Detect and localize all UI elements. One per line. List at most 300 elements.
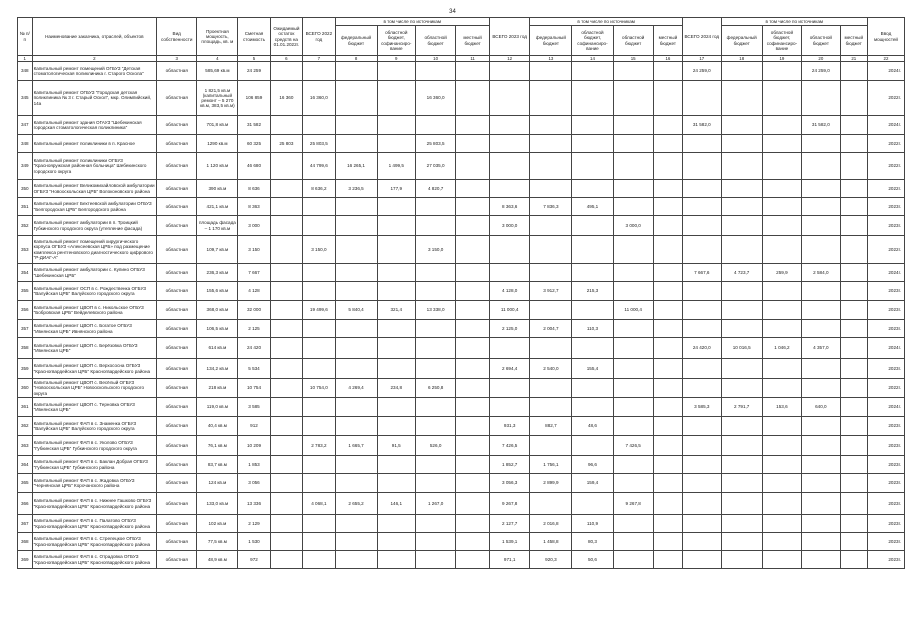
federal-2024-cell: 2 791,7 — [721, 398, 762, 417]
table-row — [18, 551, 905, 569]
remainder-cell — [270, 515, 303, 533]
table-row — [18, 153, 905, 180]
object-name-cell: Капитальный ремонт ОГБУЗ "Городская детская поликлиника № 3 г. Старый Оскол", мкр. Олимпийский, 14а — [32, 81, 156, 116]
federal-2024-cell — [721, 551, 762, 569]
ownership-cell: областная — [157, 116, 197, 135]
total-2023-cell — [489, 379, 529, 398]
object-name-cell: Капитальный ремонт ЦВОП с. Богатое ОГБУЗ "Ивнянская ЦРБ" Ивнянского района — [32, 320, 156, 338]
regional-2022-cell — [415, 116, 455, 135]
total-2022-cell — [303, 515, 335, 533]
federal-2023-cell: 2 899,9 — [530, 474, 572, 493]
estimated-cost-cell: 24 420 — [238, 338, 270, 359]
regional-2023-cell — [613, 359, 653, 379]
estimated-cost-cell: 2 125 — [238, 320, 270, 338]
total-2024-cell — [682, 493, 721, 515]
row-number-cell: 358 — [18, 338, 33, 359]
federal-2023-cell — [530, 301, 572, 320]
total-2023-cell — [489, 236, 529, 264]
regional-2024-cell — [802, 515, 841, 533]
federal-2022-cell — [335, 320, 377, 338]
local-2023-cell — [653, 180, 682, 198]
estimated-cost-cell: 2 129 — [238, 515, 270, 533]
total-2022-cell — [303, 216, 335, 236]
federal-2024-cell — [721, 153, 762, 180]
object-name-cell: Капитальный ремонт Бехтеевской амбулатории ОГБУЗ "Белгородская ЦРБ" Белгородского района — [32, 198, 156, 216]
ownership-cell: областная — [157, 135, 197, 153]
cofinancing-2022-cell — [377, 474, 415, 493]
local-2023-cell — [653, 456, 682, 474]
total-2022-cell: 10 754,0 — [303, 379, 335, 398]
commissioning-year-cell: 2023г. — [867, 417, 904, 436]
header-regional-2023: областной бюджет — [613, 26, 653, 56]
regional-2023-cell: 11 000,4 — [613, 301, 653, 320]
regional-2024-cell: 24 259,0 — [802, 62, 841, 81]
row-number-cell: 369 — [18, 551, 33, 569]
local-2023-cell — [653, 551, 682, 569]
federal-2022-cell: 16 265,1 — [335, 153, 377, 180]
cofinancing-2022-cell: 91,5 — [377, 436, 415, 456]
cofinancing-2024-cell — [762, 320, 801, 338]
local-2024-cell — [840, 533, 867, 551]
capacity-cell: 155,6 кв.м — [197, 282, 238, 301]
local-2024-cell — [840, 551, 867, 569]
federal-2024-cell — [721, 456, 762, 474]
ownership-cell: областная — [157, 216, 197, 236]
local-2024-cell — [840, 436, 867, 456]
local-2024-cell — [840, 379, 867, 398]
regional-2022-cell: 25 803,5 — [415, 135, 455, 153]
federal-2022-cell — [335, 236, 377, 264]
ownership-cell: областная — [157, 264, 197, 282]
object-name-cell: Капитальный ремонт ЦВОП с. Берёзовка ОГБУЗ "Ивнянская ЦРБ" — [32, 338, 156, 359]
regional-2023-cell — [613, 456, 653, 474]
capacity-cell: 390 кв.м — [197, 180, 238, 198]
total-2024-cell: 3 585,3 — [682, 398, 721, 417]
regional-2022-cell — [415, 338, 455, 359]
total-2022-cell: 19 499,6 — [303, 301, 335, 320]
regional-2022-cell — [415, 320, 455, 338]
cofinancing-2024-cell: 1 046,2 — [762, 338, 801, 359]
remainder-cell: 16 360 — [270, 81, 303, 116]
regional-2024-cell — [802, 135, 841, 153]
local-2022-cell — [456, 236, 490, 264]
total-2024-cell — [682, 456, 721, 474]
ownership-cell: областная — [157, 338, 197, 359]
commissioning-year-cell: 2022г. — [867, 81, 904, 116]
commissioning-year-cell: 2022г. — [867, 379, 904, 398]
federal-2024-cell — [721, 301, 762, 320]
commissioning-year-cell: 2023г. — [867, 198, 904, 216]
header-federal-2022: федеральный бюджет — [335, 26, 377, 56]
local-2024-cell — [840, 474, 867, 493]
total-2023-cell — [489, 116, 529, 135]
cofinancing-2024-cell — [762, 135, 801, 153]
object-name-cell: Капитальный ремонт поликлиники ОГБУЗ "Краснояружская районная больница" Шебекинского городского округа — [32, 153, 156, 180]
cofinancing-2024-cell — [762, 436, 801, 456]
page-number: 34 — [449, 9, 456, 15]
cofinancing-2022-cell: 177,9 — [377, 180, 415, 198]
cofinancing-2023-cell: 96,6 — [572, 456, 613, 474]
federal-2024-cell — [721, 236, 762, 264]
capacity-cell: 119,0 кв.м — [197, 398, 238, 417]
federal-2022-cell: 4 269,4 — [335, 379, 377, 398]
local-2023-cell — [653, 359, 682, 379]
local-2024-cell — [840, 264, 867, 282]
regional-2022-cell — [415, 216, 455, 236]
regional-2024-cell — [802, 180, 841, 198]
capacity-cell: 218 кв.м — [197, 379, 238, 398]
federal-2022-cell: 1 665,7 — [335, 436, 377, 456]
total-2022-cell: 2 783,2 — [303, 436, 335, 456]
total-2024-cell — [682, 135, 721, 153]
capacity-cell: 48,9 кв.м — [197, 551, 238, 569]
federal-2022-cell — [335, 456, 377, 474]
total-2023-cell: 1 539,1 — [489, 533, 529, 551]
column-number: 19 — [762, 56, 801, 62]
object-name-cell: Капитальный ремонт ФАП в с. Баклан Добрая ОГБУЗ "Губкинская ЦРБ" Губкинского района — [32, 456, 156, 474]
cofinancing-2024-cell — [762, 533, 801, 551]
local-2023-cell — [653, 264, 682, 282]
total-2022-cell: 3 150,0 — [303, 236, 335, 264]
federal-2024-cell — [721, 436, 762, 456]
local-2024-cell — [840, 515, 867, 533]
commissioning-year-cell: 2022г. — [867, 236, 904, 264]
ownership-cell: областная — [157, 493, 197, 515]
table-row — [18, 474, 905, 493]
cofinancing-2024-cell — [762, 216, 801, 236]
ownership-cell: областная — [157, 81, 197, 116]
regional-2024-cell — [802, 81, 841, 116]
estimated-cost-cell: 7 667 — [238, 264, 270, 282]
column-number: 17 — [682, 56, 721, 62]
capacity-cell: 585,69 кв.м — [197, 62, 238, 81]
federal-2023-cell — [530, 236, 572, 264]
column-number: 1 — [18, 56, 33, 62]
federal-2022-cell — [335, 338, 377, 359]
table-row — [18, 180, 905, 198]
total-2022-cell — [303, 264, 335, 282]
cofinancing-2023-cell — [572, 180, 613, 198]
cofinancing-2023-cell — [572, 493, 613, 515]
local-2024-cell — [840, 116, 867, 135]
total-2023-cell: 971,1 — [489, 551, 529, 569]
cofinancing-2023-cell: 50,6 — [572, 551, 613, 569]
row-number-cell: 349 — [18, 153, 33, 180]
column-number: 11 — [456, 56, 490, 62]
remainder-cell — [270, 180, 303, 198]
cofinancing-2024-cell — [762, 456, 801, 474]
capacity-cell: 134,2 кв.м — [197, 359, 238, 379]
commissioning-year-cell: 2023г. — [867, 359, 904, 379]
commissioning-year-cell: 2023г. — [867, 216, 904, 236]
header-cofin-2022: областной бюджет, софинансиро-вание — [377, 26, 415, 56]
regional-2022-cell — [415, 417, 455, 436]
object-name-cell: Капитальный ремонт ФАП в с. Стрелецкое ОГБУЗ "Красногвардейская ЦРБ" Красногвардейского района — [32, 533, 156, 551]
federal-2024-cell — [721, 62, 762, 81]
cofinancing-2024-cell: 259,9 — [762, 264, 801, 282]
column-number: 14 — [572, 56, 613, 62]
object-name-cell: Капитальный ремонт ФАП в с. Уколово ОГБУЗ "Губкинская ЦРБ" Губкинского городского округа — [32, 436, 156, 456]
local-2024-cell — [840, 62, 867, 81]
local-2023-cell — [653, 320, 682, 338]
total-2023-cell: 2 694,4 — [489, 359, 529, 379]
total-2022-cell — [303, 456, 335, 474]
commissioning-year-cell: 2023г. — [867, 474, 904, 493]
header-number: № п/п — [18, 18, 33, 56]
cofinancing-2022-cell — [377, 116, 415, 135]
table-row — [18, 398, 905, 417]
local-2023-cell — [653, 436, 682, 456]
regional-2023-cell — [613, 551, 653, 569]
row-number-cell: 345 — [18, 81, 33, 116]
local-2022-cell — [456, 551, 490, 569]
cofinancing-2024-cell — [762, 301, 801, 320]
total-2024-cell — [682, 198, 721, 216]
row-number-cell: 355 — [18, 282, 33, 301]
total-2024-cell — [682, 474, 721, 493]
cofinancing-2022-cell — [377, 198, 415, 216]
ownership-cell: областная — [157, 551, 197, 569]
cofinancing-2024-cell — [762, 236, 801, 264]
remainder-cell — [270, 456, 303, 474]
federal-2023-cell: 2 016,8 — [530, 515, 572, 533]
column-number: 6 — [270, 56, 303, 62]
ownership-cell: областная — [157, 320, 197, 338]
regional-2024-cell — [802, 301, 841, 320]
local-2024-cell — [840, 216, 867, 236]
federal-2022-cell — [335, 551, 377, 569]
commissioning-year-cell: 2023г. — [867, 493, 904, 515]
estimated-cost-cell: 3 056 — [238, 474, 270, 493]
table-row — [18, 264, 905, 282]
table-row — [18, 493, 905, 515]
remainder-cell — [270, 436, 303, 456]
regional-2022-cell — [415, 456, 455, 474]
row-number-cell: 347 — [18, 116, 33, 135]
commissioning-year-cell: 2023г. — [867, 533, 904, 551]
column-number: 9 — [377, 56, 415, 62]
capacity-cell: 40,4 кв.м — [197, 417, 238, 436]
federal-2023-cell — [530, 338, 572, 359]
total-2022-cell — [303, 474, 335, 493]
investment-table — [17, 17, 905, 569]
estimated-cost-cell: 3 000 — [238, 216, 270, 236]
regional-2024-cell — [802, 379, 841, 398]
cofinancing-2023-cell: 155,4 — [572, 359, 613, 379]
row-number-cell: 350 — [18, 180, 33, 198]
cofinancing-2022-cell — [377, 533, 415, 551]
regional-2024-cell: 4 357,0 — [802, 338, 841, 359]
total-2023-cell — [489, 135, 529, 153]
local-2023-cell — [653, 417, 682, 436]
cofinancing-2022-cell — [377, 398, 415, 417]
local-2023-cell — [653, 153, 682, 180]
federal-2022-cell — [335, 264, 377, 282]
object-name-cell: Капитальный ремонт ЦВОП с. Верхососна ОГБУЗ "Красногвардейская ЦРБ" Красногвардейского района — [32, 359, 156, 379]
regional-2023-cell — [613, 62, 653, 81]
local-2024-cell — [840, 180, 867, 198]
remainder-cell — [270, 359, 303, 379]
total-2023-cell: 2 125,0 — [489, 320, 529, 338]
cofinancing-2024-cell — [762, 62, 801, 81]
estimated-cost-cell: 10 209 — [238, 436, 270, 456]
commissioning-year-cell: 2022г. — [867, 135, 904, 153]
local-2024-cell — [840, 198, 867, 216]
row-number-cell: 351 — [18, 198, 33, 216]
header-total-2023: ВСЕГО 2023 год — [489, 18, 529, 56]
table-row — [18, 62, 905, 81]
remainder-cell — [270, 493, 303, 515]
local-2024-cell — [840, 282, 867, 301]
cofinancing-2023-cell — [572, 153, 613, 180]
table-row — [18, 379, 905, 398]
local-2022-cell — [456, 301, 490, 320]
regional-2024-cell — [802, 436, 841, 456]
commissioning-year-cell: 2024г. — [867, 398, 904, 417]
commissioning-year-cell: 2023г. — [867, 282, 904, 301]
column-number: 3 — [157, 56, 197, 62]
federal-2022-cell — [335, 474, 377, 493]
cofinancing-2022-cell — [377, 515, 415, 533]
cofinancing-2022-cell — [377, 359, 415, 379]
federal-2024-cell — [721, 379, 762, 398]
header-cofin-2023: областной бюджет, софинансиро-вание — [572, 26, 613, 56]
federal-2022-cell — [335, 135, 377, 153]
header-commissioning: Ввод мощностей — [867, 18, 904, 56]
capacity-cell: 133,0 кв.м — [197, 493, 238, 515]
federal-2024-cell — [721, 533, 762, 551]
cofinancing-2024-cell — [762, 116, 801, 135]
remainder-cell — [270, 282, 303, 301]
column-number: 15 — [613, 56, 653, 62]
federal-2023-cell — [530, 153, 572, 180]
regional-2024-cell — [802, 533, 841, 551]
column-number: 22 — [867, 56, 904, 62]
local-2022-cell — [456, 116, 490, 135]
federal-2023-cell — [530, 62, 572, 81]
capacity-cell: 124 кв.м — [197, 474, 238, 493]
local-2022-cell — [456, 515, 490, 533]
regional-2023-cell — [613, 198, 653, 216]
regional-2022-cell — [415, 359, 455, 379]
federal-2023-cell — [530, 398, 572, 417]
cofinancing-2024-cell — [762, 153, 801, 180]
federal-2022-cell: 3 236,5 — [335, 180, 377, 198]
cofinancing-2022-cell: 321,4 — [377, 301, 415, 320]
cofinancing-2024-cell — [762, 417, 801, 436]
regional-2024-cell — [802, 417, 841, 436]
cofinancing-2022-cell: 146,1 — [377, 493, 415, 515]
federal-2023-cell — [530, 379, 572, 398]
commissioning-year-cell: 2024г. — [867, 62, 904, 81]
total-2023-cell — [489, 81, 529, 116]
estimated-cost-cell: 31 582 — [238, 116, 270, 135]
cofinancing-2023-cell — [572, 135, 613, 153]
federal-2024-cell — [721, 116, 762, 135]
local-2022-cell — [456, 474, 490, 493]
federal-2023-cell — [530, 493, 572, 515]
ownership-cell: областная — [157, 379, 197, 398]
local-2024-cell — [840, 456, 867, 474]
regional-2024-cell — [802, 359, 841, 379]
regional-2023-cell — [613, 264, 653, 282]
table-row — [18, 515, 905, 533]
federal-2023-cell — [530, 264, 572, 282]
capacity-cell: 106,5 кв.м — [197, 320, 238, 338]
total-2023-cell: 931,3 — [489, 417, 529, 436]
cofinancing-2024-cell — [762, 493, 801, 515]
total-2024-cell — [682, 236, 721, 264]
header-capacity: Проектная мощность, площадь, кв. м — [197, 18, 238, 56]
local-2023-cell — [653, 116, 682, 135]
object-name-cell: Капитальный ремонт ЦВОП в с. Никольское ОГБУЗ "Бобровская ЦРБ" Вейделевского района — [32, 301, 156, 320]
remainder-cell — [270, 116, 303, 135]
header-federal-2023: федеральный бюджет — [530, 26, 572, 56]
federal-2022-cell — [335, 216, 377, 236]
capacity-cell: 83,7 кв.м — [197, 456, 238, 474]
remainder-cell — [270, 474, 303, 493]
cofinancing-2023-cell: 110,3 — [572, 320, 613, 338]
regional-2023-cell — [613, 379, 653, 398]
object-name-cell: Капитальный ремонт амбулатории в п. Троицкий Губкинского городского округа (утепление фасада) — [32, 216, 156, 236]
total-2024-cell — [682, 153, 721, 180]
cofinancing-2023-cell — [572, 116, 613, 135]
remainder-cell — [270, 533, 303, 551]
total-2023-cell — [489, 264, 529, 282]
federal-2022-cell: 5 840,4 — [335, 301, 377, 320]
local-2023-cell — [653, 379, 682, 398]
table-row — [18, 282, 905, 301]
total-2024-cell — [682, 216, 721, 236]
federal-2024-cell — [721, 359, 762, 379]
remainder-cell — [270, 301, 303, 320]
total-2023-cell: 3 000,0 — [489, 216, 529, 236]
federal-2022-cell — [335, 116, 377, 135]
capacity-cell: площадь фасада – 1 170 кв.м — [197, 216, 238, 236]
cofinancing-2022-cell — [377, 135, 415, 153]
total-2022-cell: 8 636,2 — [303, 180, 335, 198]
local-2024-cell — [840, 81, 867, 116]
total-2022-cell — [303, 533, 335, 551]
cofinancing-2023-cell — [572, 236, 613, 264]
cofinancing-2023-cell: 48,6 — [572, 417, 613, 436]
regional-2023-cell: 3 000,0 — [613, 216, 653, 236]
row-number-cell: 364 — [18, 456, 33, 474]
federal-2024-cell — [721, 493, 762, 515]
total-2023-cell: 1 852,7 — [489, 456, 529, 474]
capacity-cell: 109,7 кв.м — [197, 236, 238, 264]
total-2023-cell: 4 128,0 — [489, 282, 529, 301]
remainder-cell — [270, 153, 303, 180]
capacity-cell: 614 кв.м — [197, 338, 238, 359]
cofinancing-2022-cell — [377, 216, 415, 236]
table-row — [18, 436, 905, 456]
estimated-cost-cell: 8 636 — [238, 180, 270, 198]
estimated-cost-cell: 13 336 — [238, 493, 270, 515]
local-2023-cell — [653, 338, 682, 359]
remainder-cell — [270, 417, 303, 436]
commissioning-year-cell: 2024г. — [867, 338, 904, 359]
federal-2022-cell — [335, 515, 377, 533]
federal-2023-cell — [530, 116, 572, 135]
commissioning-year-cell: 2023г. — [867, 456, 904, 474]
local-2023-cell — [653, 236, 682, 264]
table-row — [18, 533, 905, 551]
row-number-cell: 366 — [18, 493, 33, 515]
remainder-cell — [270, 62, 303, 81]
cofinancing-2022-cell — [377, 236, 415, 264]
capacity-cell: 102 кв.м — [197, 515, 238, 533]
